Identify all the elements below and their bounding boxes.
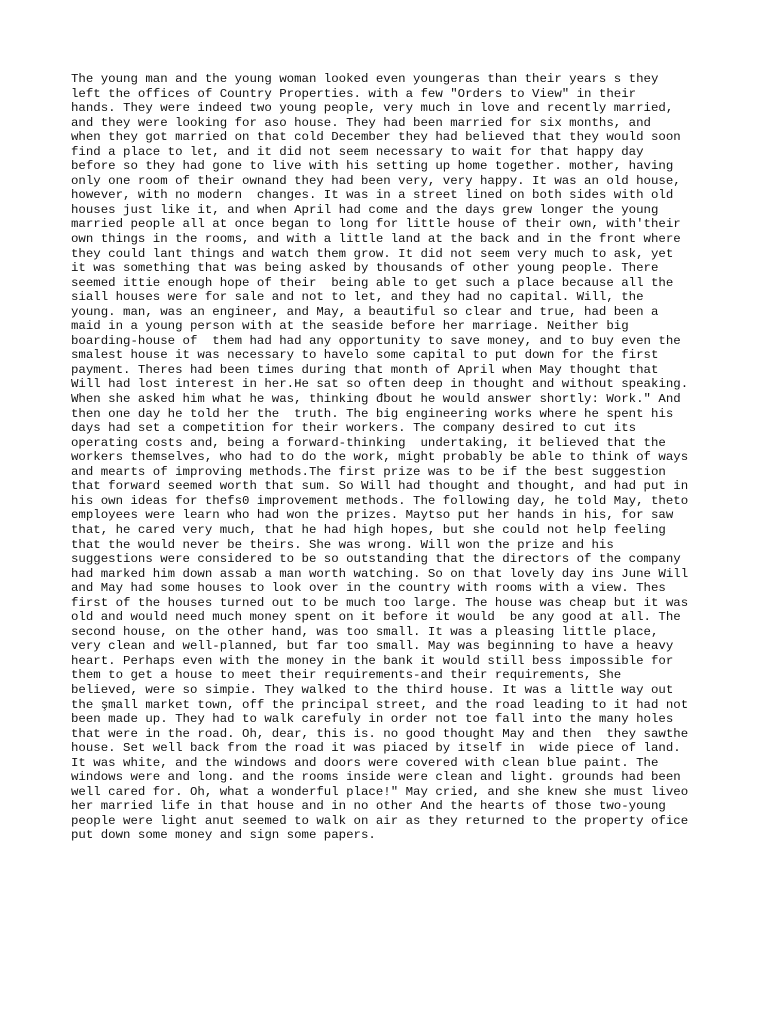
text-line: left the offices of Country Properties. with a few "Orders to View" in their: [71, 86, 637, 101]
text-line: employees were learn who had won the prizes. Maytso put her hands in his, for saw: [71, 508, 674, 523]
text-line: Will had lost interest in her.He sat so often deep in thought and without speaking.: [71, 377, 689, 392]
text-line: only one room of their ownand they had been very, very happy. It was an old house,: [71, 173, 681, 188]
text-line: when they got married on that cold December they had believed that they would soon: [71, 130, 681, 145]
text-line: and mearts of improving methods.The first prize was to be if the best suggestion: [71, 464, 666, 479]
text-line: own things in the rooms, and with a little land at the back and in the front where: [71, 232, 681, 247]
text-line: put down some money and sign some papers.: [71, 828, 376, 843]
text-line: her married life in that house and in no other And the hearts of those two-young: [71, 799, 666, 814]
text-line: suggestions were considered to be so outstanding that the directors of the company: [71, 552, 681, 567]
text-line: that, he cared very much, that he had high hopes, but she could not help feeling: [71, 522, 666, 537]
text-line: that were in the road. Oh, dear, this is. no good thought May and then they sawthe: [71, 726, 689, 741]
text-line: and they were looking for aso house. They had been married for six months, and: [71, 115, 651, 130]
text-line: people were light anut seemed to walk on air as they returned to the property ofice: [71, 813, 689, 828]
text-line: old and would need much money spent on it before it would be any good at all. The: [71, 610, 681, 625]
text-line: that the would never be theirs. She was wrong. Will won the prize and his: [71, 537, 614, 552]
text-line: believed, were so simpie. They walked to the third house. It was a little way out: [71, 682, 674, 697]
text-line: smalest house it was necessary to havelo some capital to put down for the first: [71, 348, 659, 363]
text-line: his own ideas for thefs0 improvement methods. The following day, he told May, theto: [71, 493, 689, 508]
text-line: then one day he told her the truth. The big engineering works where he spent his: [71, 406, 674, 421]
text-line: windows were and long. and the rooms inside were clean and light. grounds had been: [71, 770, 681, 785]
text-line: they could lant things and watch them grow. It did not seem very much to ask, yet: [71, 246, 674, 261]
text-line: them to get a house to meet their requirements-and their requirements, She: [71, 668, 622, 683]
text-line: When she asked him what he was, thinking đbout he would answer shortly: Work." And: [71, 392, 681, 407]
text-line: it was something that was being asked by thousands of other young people. There: [71, 261, 659, 276]
text-line: days had set a competition for their workers. The company desired to cut its: [71, 421, 637, 436]
text-line: find a place to let, and it did not seem necessary to wait for that happy day: [71, 144, 644, 159]
body-text: [71, 72, 711, 843]
text-line: however, with no modern changes. It was in a street lined on both sides with old: [71, 188, 674, 203]
text-line: boarding-house of them had had any opportunity to save money, and to buy even the: [71, 333, 681, 348]
text-line: second house, on the other hand, was too small. It was a pleasing little place,: [71, 624, 659, 639]
text-line: very clean and well-planned, but far too small. May was beginning to have a heavy: [71, 639, 674, 654]
text-line: operating costs and, being a forward-thinking undertaking, it believed that the: [71, 435, 666, 450]
text-line: married people all at once began to long for little house of their own, with'their: [71, 217, 681, 232]
text-line: The young man and the young woman looked even youngeras than their years s they: [71, 72, 659, 86]
text-line: that forward seemed worth that sum. So Will had thought and thought, and had put in: [71, 479, 689, 494]
text-line: house. Set well back from the road it was piaced by itself in wide piece of land.: [71, 741, 681, 756]
text-line: siall houses were for sale and not to let, and they had no capital. Will, the: [71, 290, 644, 305]
text-line: young. man, was an engineer, and May, a beautiful so clear and true, had been a: [71, 304, 659, 319]
text-line: workers themselves, who had to do the work, might probably be able to think of ways: [71, 450, 689, 465]
text-line: payment. Theres had been times during that month of April when May thought that: [71, 362, 659, 377]
text-line: seemed ittie enough hope of their being able to get such a place because all the: [71, 275, 674, 290]
text-line: been made up. They had to walk carefuly in order not toe fall into the many holes: [71, 712, 674, 727]
text-line: hands. They were indeed two young people, very much in love and recently married,: [71, 101, 674, 116]
text-line: well cared for. Oh, what a wonderful place!" May cried, and she knew she must liveo: [71, 784, 689, 799]
text-line: had marked him down assab a man worth watching. So on that lovely day ins June Will: [71, 566, 689, 581]
text-line: and May had some houses to look over in the country with rooms with a view. Thes: [71, 581, 666, 596]
text-line: heart. Perhaps even with the money in the bank it would still bess impossible for: [71, 653, 674, 668]
text-line: maid in a young person with at the seaside before her marriage. Neither big: [71, 319, 629, 334]
text-line: before so they had gone to live with his setting up home together. mother, having: [71, 159, 674, 174]
text-line: the şmall market town, off the principal street, and the road leading to it had not: [71, 697, 689, 712]
text-line: first of the houses turned out to be much too large. The house was cheap but it was: [71, 595, 689, 610]
text-line: It was white, and the windows and doors were covered with clean blue paint. The: [71, 755, 659, 770]
text-line: houses just like it, and when April had come and the days grew longer the young: [71, 202, 659, 217]
